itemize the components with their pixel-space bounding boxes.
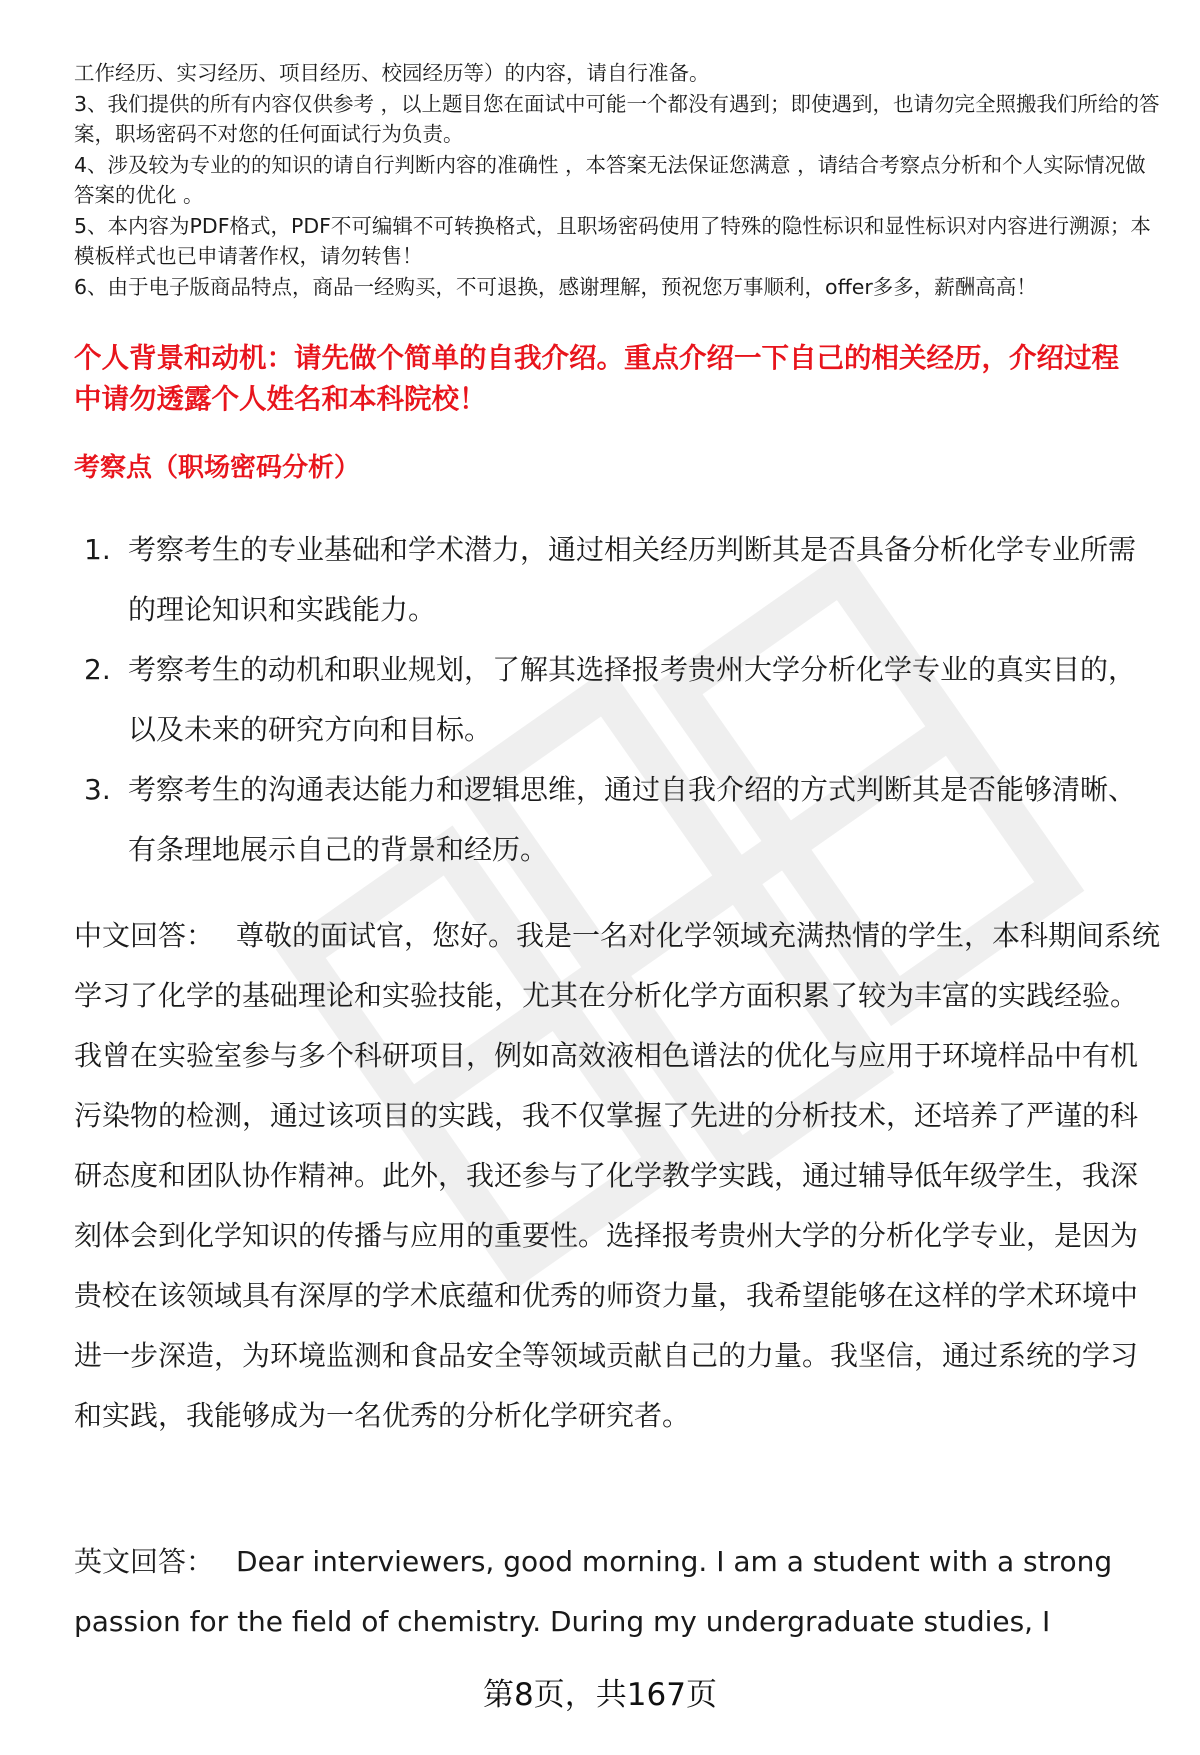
- chinese-answer-label: 中文回答：: [74, 919, 215, 952]
- notice-line: 4、涉及较为专业的的知识的请自行判断内容的准确性 ，本答案无法保证您满意 ，请结合考察点分析和个人实际情况做答案的优化 。: [74, 152, 1146, 207]
- list-text: 考察考生的动机和职业规划，了解其选择报考贵州大学分析化学专业的真实目的，以及未来的研究方向和目标。: [128, 653, 1137, 746]
- notice-section: [74, 58, 1164, 302]
- list-item: [84, 520, 1154, 640]
- list-text: 考察考生的沟通表达能力和逻辑思维，通过自我介绍的方式判断其是否能够清晰、有条理地展示自己的背景和经历。: [128, 773, 1137, 866]
- page-number: 第8页，共167页: [483, 1677, 717, 1713]
- list-number: 3.: [84, 773, 111, 806]
- question-title: 个人背景和动机：请先做个简单的自我介绍。重点介绍一下自己的相关经历，介绍过程中请勿透露个人姓名和本科院校！: [74, 342, 1119, 415]
- chinese-answer-text: 尊敬的面试官，您好。我是一名对化学领域充满热情的学生，本科期间系统学习了化学的基础理论和实验技能，尤其在分析化学方面积累了较为丰富的实践经验。我曾在实验室参与多个科研项目，例如高效液相色谱法的优化与应用于环境样品中有机污染物的检测，通过该项目的实践，我不仅掌握了先进的分析技术，还培养了严谨的科研态度和团队协作精神。此外，我还参与了化学教学实践，通过辅导低年级学生，我深刻体会到化学知识的传播与应用的重要性。选择报考贵州大学的分析化学专业，是因为贵校在该领域具有深厚的学术底蕴和优秀的师资力量，我希望能够在这样的学术环境中进一步深造，为环境监测和食品安全等领域贡献自己的力量。我坚信，通过系统的学习和实践，我能够成为一名优秀的分析化学研究者。: [74, 919, 1161, 1432]
- list-item: [84, 640, 1154, 760]
- list-number: 2.: [84, 653, 111, 686]
- english-answer: [74, 1532, 1134, 1652]
- analysis-points: [84, 520, 1154, 880]
- analysis-title: 考察点（职场密码分析）: [74, 453, 361, 483]
- list-text: 考察考生的专业基础和学术潜力，通过相关经历判断其是否具备分析化学专业所需的理论知识和实践能力。: [128, 533, 1137, 626]
- notice-line: 3、我们提供的所有内容仅供参考 ，以上题目您在面试中可能一个都没有遇到；即使遇到，也请勿完全照搬我们所给的答案，职场密码不对您的任何面试行为负责。: [74, 91, 1160, 146]
- notice-line: 工作经历、实习经历、项目经历、校园经历等）的内容，请自行准备。: [74, 61, 710, 85]
- english-answer-label: 英文回答：: [74, 1545, 215, 1578]
- notice-line: 6、由于电子版商品特点，商品一经购买，不可退换，感谢理解，预祝您万事顺利，offer多多，薪酬高高！: [74, 274, 1037, 299]
- list-number: 1.: [84, 533, 111, 566]
- chinese-answer: [74, 906, 1164, 1446]
- notice-line: 5、本内容为PDF格式，PDF不可编辑不可转换格式，且职场密码使用了特殊的隐性标识和显性标识对内容进行溯源；本模板样式也已申请著作权，请勿转售！: [74, 213, 1151, 268]
- list-item: [84, 760, 1154, 880]
- english-answer-text: Dear interviewers, good morning. I am a student with a strong passion for the field of chemistry. During my undergraduate studies, I: [74, 1545, 1113, 1638]
